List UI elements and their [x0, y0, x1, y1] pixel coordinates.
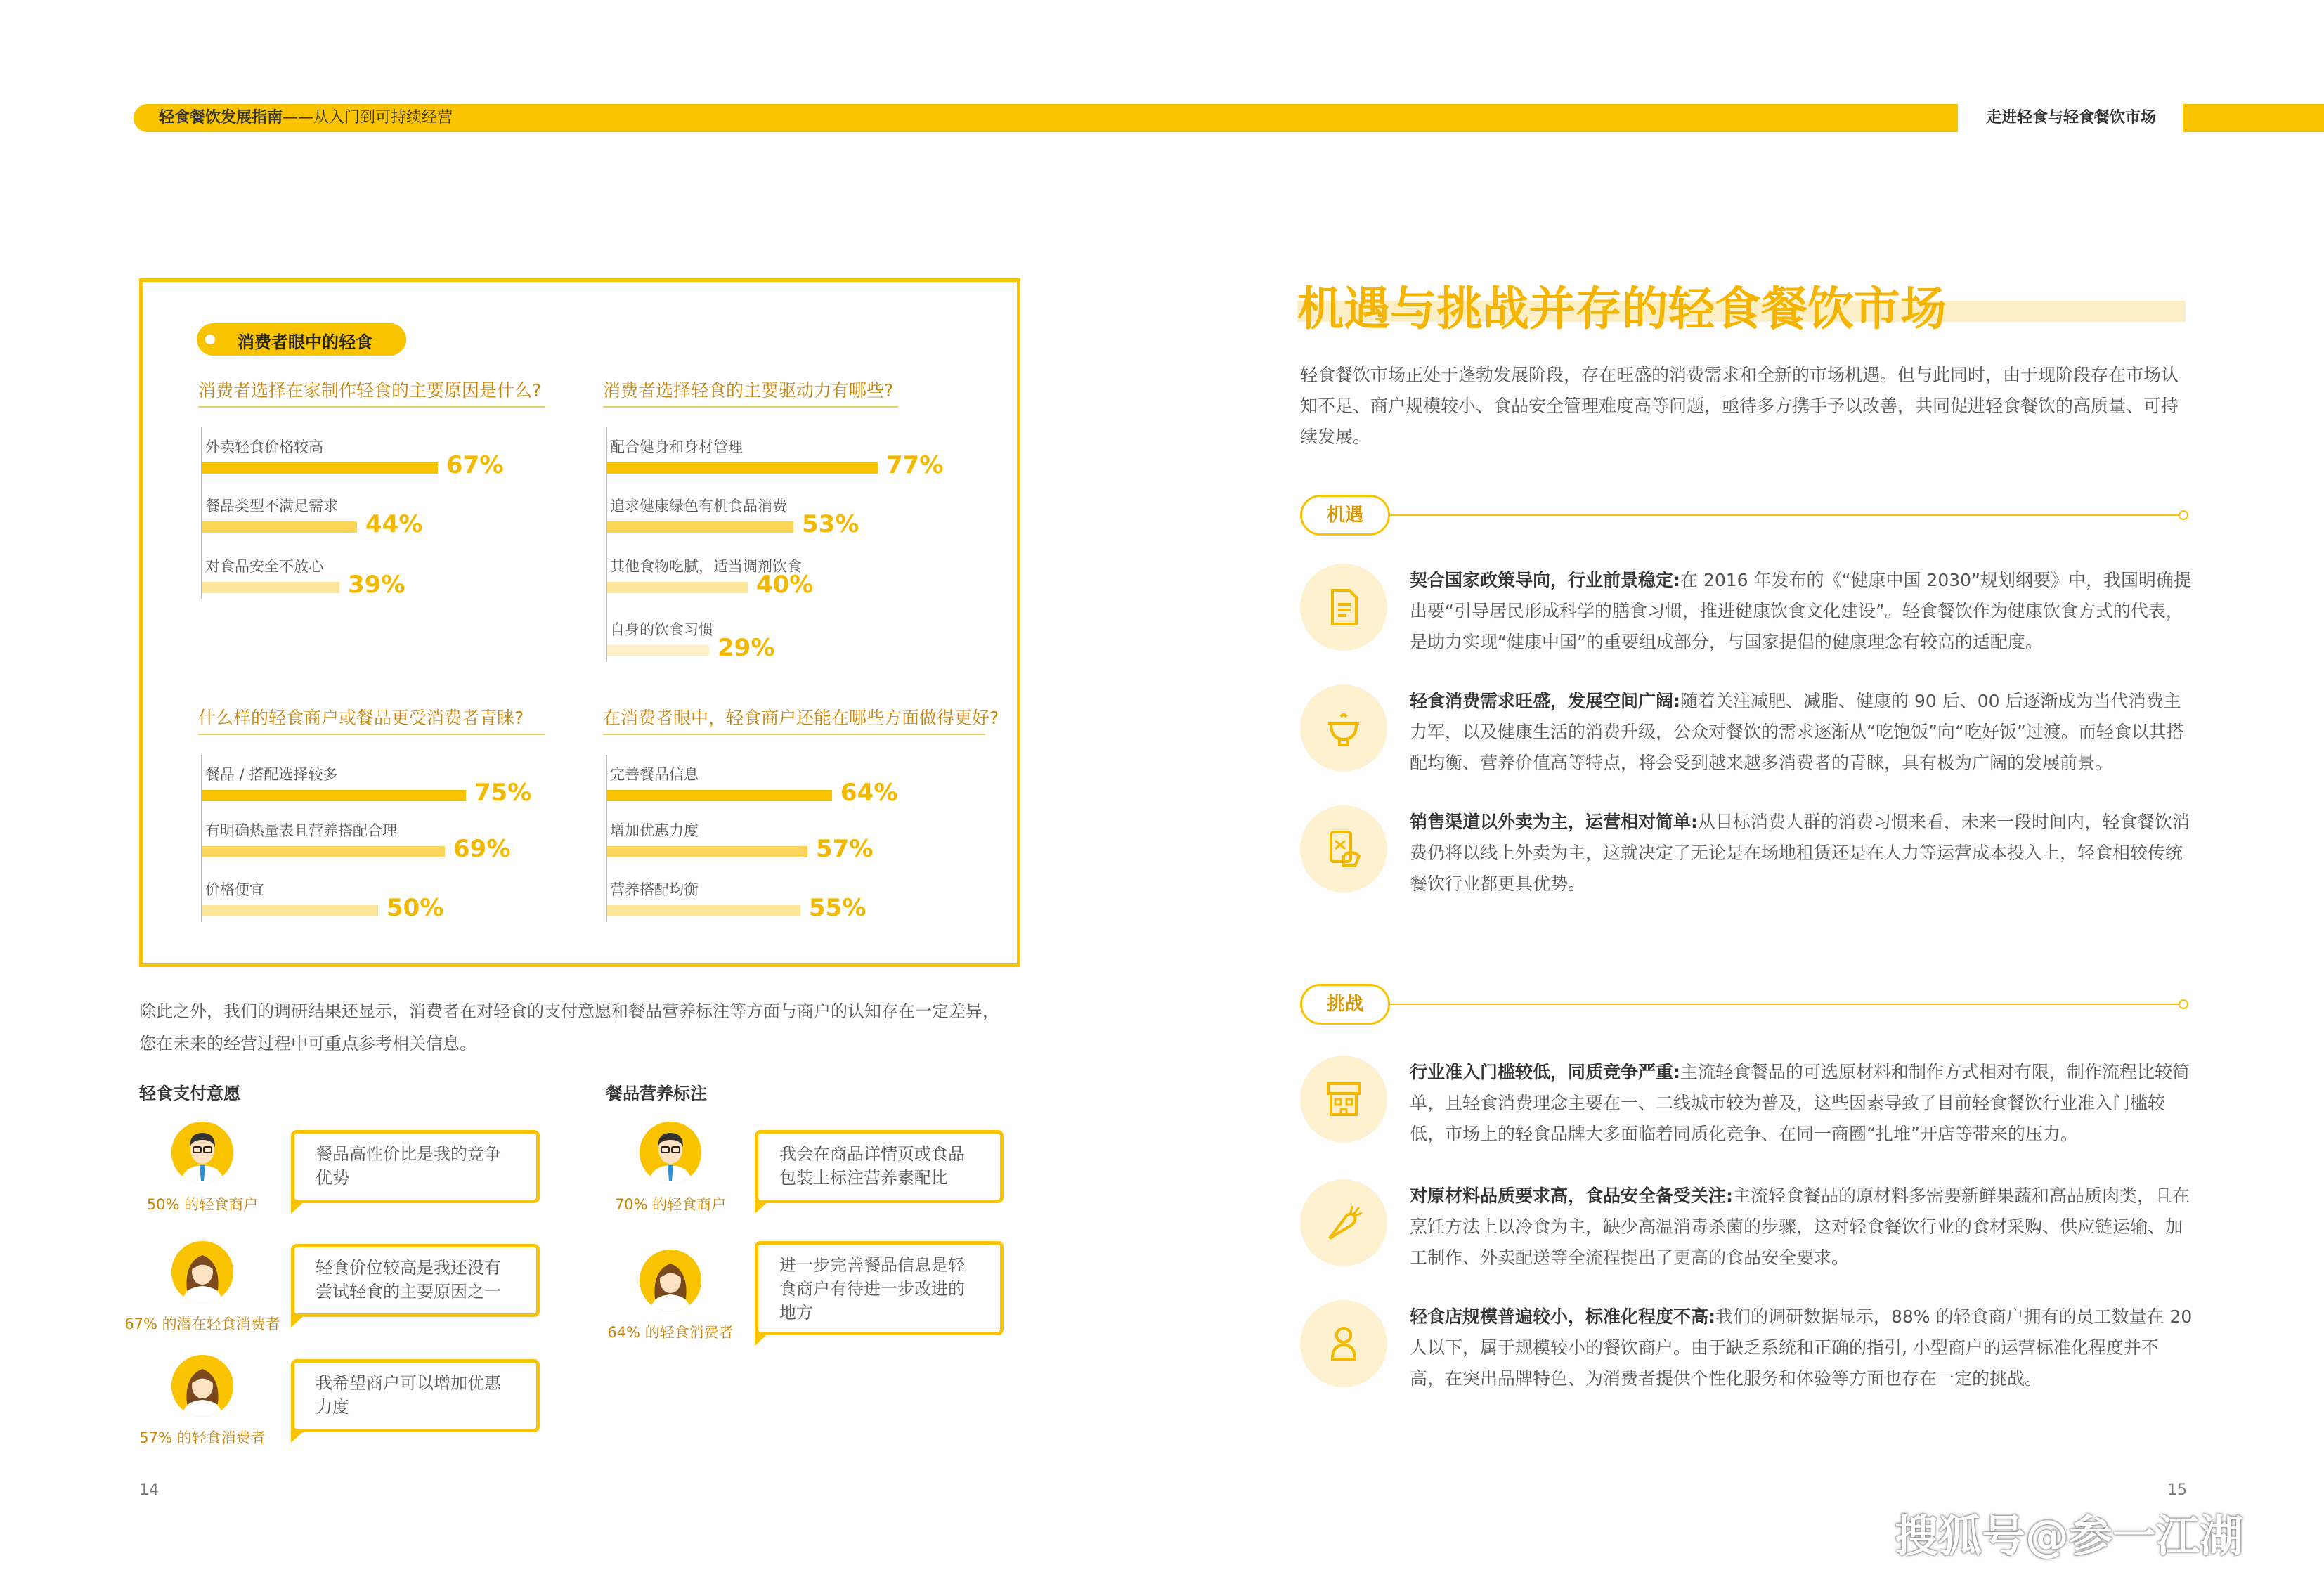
- quote-bubble: [291, 1244, 540, 1317]
- bar-percent: 53%: [802, 510, 859, 538]
- quote-text: 我会在商品详情页或食品包装上标注营养素配比: [779, 1144, 965, 1188]
- header-band-right: [2183, 104, 2324, 132]
- bar: [202, 790, 466, 801]
- item-paragraph: [1410, 1302, 2193, 1394]
- page-title: 机遇与挑战并存的轻食餐饮市场: [1297, 282, 1947, 336]
- panel-question: 消费者选择在家制作轻食的主要原因是什么?: [198, 380, 542, 401]
- item-paragraph: [1410, 807, 2193, 900]
- bar: [607, 582, 748, 593]
- bar: [607, 645, 709, 656]
- carrot-icon: [1300, 1179, 1387, 1266]
- panel-axis: [606, 755, 607, 922]
- left-paragraph-line-1: 除此之外，我们的调研结果还显示，消费者在对轻食的支付意愿和餐品营养标注等方面与商户的认知存在一定差异，: [139, 1001, 999, 1021]
- item-lead: 行业准入门槛较低，同质竞争严重:: [1410, 1062, 1680, 1082]
- item-text: 随着关注减肥、减脂、健康的 90 后、00 后逐渐成为当代消费主力军，以及健康生活的消费升级，公众对餐饮的需求逐渐从“吃饱饭”向“吃好饭”过渡。而轻食以其搭配均衡、营养价值高等特点，将会受到越来越多消费者的青睐，具有极为广阔的发展前景。: [1410, 691, 2184, 773]
- quote-text: 餐品高性价比是我的竞争优势: [316, 1144, 501, 1188]
- bar-percent: 44%: [365, 510, 423, 538]
- quote-caption: 64% 的轻食消费者: [607, 1324, 734, 1341]
- header-right-title: 走进轻食与轻食餐饮市场: [1986, 109, 2157, 126]
- panel-axis: [201, 755, 202, 922]
- bar-label: 其他食物吃腻，适当调剂饮食: [610, 558, 802, 575]
- bubble-tail: [755, 1332, 770, 1346]
- panel-question: 什么样的轻食商户或餐品更受消费者青睐?: [198, 708, 524, 728]
- bar-label: 完善餐品信息: [610, 766, 699, 783]
- item-lead: 契合国家政策导向，行业前景稳定:: [1410, 570, 1680, 590]
- item-lead: 对原材料品质要求高，食品安全备受关注:: [1410, 1186, 1733, 1206]
- left-paragraph-line-2: 您在未来的经营过程中可重点参考相关信息。: [139, 1034, 476, 1053]
- panel-question-underline: [603, 734, 985, 735]
- watermark: 搜狐号@参一江湖: [1895, 1510, 2244, 1562]
- bar-label: 营养搭配均衡: [610, 881, 699, 898]
- opportunity-rule-end-dot: [2179, 510, 2188, 520]
- quote-caption: 50% 的轻食商户: [146, 1196, 259, 1213]
- bar: [607, 846, 807, 857]
- challenge-rule-end-dot: [2179, 999, 2188, 1009]
- panel-question-underline: [198, 734, 545, 735]
- challenge-rule: [1390, 1004, 2181, 1005]
- quote-bubble: [291, 1130, 540, 1203]
- quote-bubble: [291, 1359, 540, 1432]
- storefront-icon: [1300, 1056, 1387, 1143]
- panel-question: 消费者选择轻食的主要驱动力有哪些?: [603, 380, 894, 401]
- item-lead: 轻食店规模普遍较小，标准化程度不高:: [1410, 1306, 1715, 1327]
- bubble-tail: [291, 1429, 306, 1443]
- item-paragraph: [1410, 1057, 2193, 1150]
- man-avatar-icon: [640, 1122, 701, 1183]
- page-number-right: 15: [2167, 1481, 2187, 1499]
- header-left-title-bold: 轻食餐饮发展指南: [159, 109, 283, 126]
- bar-percent: 57%: [816, 835, 874, 863]
- survey-tag: [197, 323, 406, 356]
- quote-text: 轻食价位较高是我还没有尝试轻食的主要原因之一: [316, 1258, 501, 1302]
- bar-percent: 75%: [474, 779, 532, 807]
- item-paragraph: [1410, 686, 2193, 779]
- item-text: 我们的调研数据显示，88% 的轻食商户拥有的员工数量在 20 人以下，属于规模较小的餐饮商户。由于缺乏系统和正确的指引, 小型商户的运营标准化程度并不高，在突出品牌特色、为消费者提供个性化服务和体验等方面也存在一定的挑战。: [1410, 1306, 2193, 1389]
- bar-percent: 55%: [809, 894, 866, 922]
- bar-label: 自身的饮食习惯: [610, 621, 713, 638]
- challenge-pill: 挑战: [1300, 984, 1390, 1025]
- woman-avatar-icon: [640, 1250, 701, 1311]
- bar: [607, 790, 832, 801]
- bar-label: 配合健身和身材管理: [610, 439, 743, 455]
- panel-axis: [201, 427, 202, 599]
- bar-label: 餐品 / 搭配选择较多: [205, 766, 338, 783]
- bar: [202, 462, 438, 474]
- bubble-tail: [291, 1313, 306, 1328]
- header-left-title-rest: ——从入门到可持续经营: [283, 109, 453, 126]
- bar-percent: 40%: [756, 571, 814, 599]
- woman-avatar-icon: [171, 1241, 233, 1303]
- quote-text: 我希望商户可以增加优惠力度: [316, 1373, 501, 1417]
- bar-percent: 29%: [718, 634, 775, 662]
- item-text: 从目标消费人群的消费习惯来看，未来一段时间内，轻食餐饮消费仍将以线上外卖为主，这就决定了无论是在场地租赁还是在人力等运营成本投入上，轻食相较传统餐饮行业都更具优势。: [1410, 812, 2190, 894]
- bubble-tail: [291, 1200, 306, 1214]
- bar-label: 外卖轻食价格较高: [205, 439, 323, 455]
- document-icon: [1300, 564, 1387, 651]
- bar-label: 餐品类型不满足需求: [205, 498, 338, 514]
- bar-percent: 50%: [387, 894, 444, 922]
- bar-label: 价格便宜: [205, 881, 264, 898]
- bar: [607, 521, 793, 533]
- bar-percent: 64%: [840, 779, 898, 807]
- item-paragraph: [1410, 1181, 2193, 1273]
- bar: [202, 905, 378, 916]
- page-number-left: 14: [139, 1481, 159, 1499]
- quote-caption: 70% 的轻食商户: [614, 1196, 727, 1213]
- person-icon: [1300, 1300, 1387, 1387]
- pay-heading: 轻食支付意愿: [139, 1084, 240, 1103]
- intro-paragraph: 轻食餐饮市场正处于蓬勃发展阶段，存在旺盛的消费需求和全新的市场机遇。但与此同时，由于现阶段存在市场认知不足、商户规模较小、食品安全管理难度高等问题，亟待多方携手予以改善，共同促进轻食餐饮的高质量、可持续发展。: [1300, 365, 2179, 447]
- bar-label: 对食品安全不放心: [205, 558, 323, 575]
- quote-bubble: [755, 1130, 1004, 1203]
- woman-avatar-icon: [171, 1355, 233, 1417]
- item-text: 在 2016 年发布的《“健康中国 2030”规划纲要》中，我国明确提出要“引导居民形成科学的膳食习惯，推进健康饮食文化建设”。轻食餐饮作为健康饮食方式的代表，是助力实现“健康中国”的重要组成部分，与国家提倡的健康理念有较高的适配度。: [1410, 570, 2191, 652]
- item-lead: 销售渠道以外卖为主，运营相对简单:: [1410, 812, 1698, 832]
- header-left-title: [159, 107, 453, 129]
- bar-percent: 39%: [348, 571, 405, 599]
- bubble-tail: [755, 1200, 770, 1214]
- item-text: 主流轻食餐品的原材料多需要新鲜果蔬和高品质肉类，且在烹饪方法上以冷食为主，缺少高温消毒杀菌的步骤，这对轻食餐饮行业的食材采购、供应链运输、加工制作、外卖配送等全流程提出了更高的食品安全要求。: [1410, 1186, 2190, 1268]
- bar-percent: 67%: [446, 451, 504, 479]
- panel-question-underline: [198, 406, 545, 408]
- bar-percent: 69%: [453, 835, 511, 863]
- quote-caption: 57% 的轻食消费者: [139, 1429, 266, 1446]
- tag-dot-icon: [205, 335, 215, 344]
- man-avatar-icon: [171, 1122, 233, 1183]
- bar: [202, 521, 357, 533]
- opportunity-rule: [1390, 514, 2181, 516]
- opportunity-pill: 机遇: [1300, 495, 1390, 536]
- quote-text: 进一步完善餐品信息是轻食商户有待进一步改进的地方: [779, 1255, 965, 1323]
- item-lead: 轻食消费需求旺盛，发展空间广阔:: [1410, 691, 1680, 711]
- nutrition-heading: 餐品营养标注: [606, 1084, 707, 1103]
- bar: [202, 582, 339, 593]
- survey-tag-label: 消费者眼中的轻食: [238, 332, 372, 352]
- bar: [607, 905, 800, 916]
- quote-bubble: [755, 1241, 1004, 1335]
- bar-label: 增加优惠力度: [610, 822, 699, 839]
- mobile-order-icon: [1300, 805, 1387, 893]
- item-text: 主流轻食餐品的可选原材料和制作方式相对有限，制作流程比较简单，且轻食消费理念主要在一、二线城市较为普及，这些因素导致了目前轻食餐饮行业准入门槛较低，市场上的轻食品牌大多面临着同质化竞争、在同一商圈“扎堆”开店等带来的压力。: [1410, 1062, 2190, 1144]
- left-paragraph: [139, 995, 1053, 1060]
- bar-percent: 77%: [886, 451, 944, 479]
- bar-label: 追求健康绿色有机食品消费: [610, 498, 787, 514]
- bar-label: 有明确热量表且营养搭配合理: [205, 822, 397, 839]
- cooking-pot-icon: [1300, 684, 1387, 772]
- panel-question: 在消费者眼中，轻食商户还能在哪些方面做得更好?: [603, 708, 999, 728]
- bar: [607, 462, 878, 474]
- bar: [202, 846, 445, 857]
- item-paragraph: [1410, 565, 2193, 658]
- panel-question-underline: [603, 406, 898, 408]
- quote-caption: 67% 的潜在轻食消费者: [124, 1316, 280, 1332]
